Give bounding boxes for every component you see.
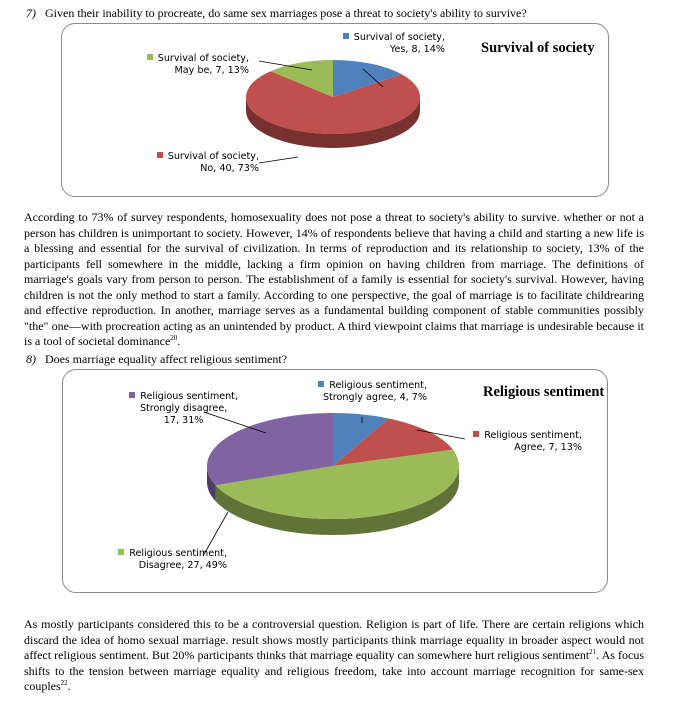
data-label-line: Survival of society, xyxy=(167,151,259,162)
data-label-maybe xyxy=(147,53,249,77)
paragraph-religion-discussion xyxy=(24,617,644,695)
question-8 xyxy=(26,352,287,367)
data-label-line: Religious sentiment, xyxy=(329,380,427,391)
chart-religious-sentiment xyxy=(62,369,608,593)
data-label-value: Agree, 7, 13% xyxy=(514,442,582,453)
data-label-value: 17, 31% xyxy=(163,415,204,426)
question-number: 7) xyxy=(26,6,36,20)
data-label-no xyxy=(157,151,259,175)
paragraph-text: As mostly participants considered this to be a controversial question. Religion is part of life. There are certain religions which discard the idea of homo sexual marriage. result shows mostly participants think marriage equality in broader aspect would not affect religious sentiment. But 20% participants thinks that marriage equality can somewhere hurt religious sentiment xyxy=(24,617,644,662)
chart-survival-of-society xyxy=(61,23,609,197)
legend-swatch xyxy=(318,381,324,387)
data-label-strongly-agree xyxy=(318,380,427,404)
legend-swatch xyxy=(118,549,124,555)
data-label-line: Survival of society, xyxy=(353,32,445,43)
question-text: Does marriage equality affect religious sentiment? xyxy=(45,352,288,366)
data-label-line: Survival of society, xyxy=(157,53,249,64)
paragraph-survival-discussion xyxy=(24,210,644,350)
footnote-ref: 21 xyxy=(589,648,597,656)
data-label-strongly-disagree xyxy=(129,391,238,427)
leader-line xyxy=(259,157,298,163)
legend-swatch xyxy=(147,54,153,60)
data-label-value: May be, 7, 13% xyxy=(174,65,249,76)
data-label-value: Yes, 8, 14% xyxy=(389,44,445,55)
chart-title: Survival of society xyxy=(481,40,595,56)
paragraph-text-continued: . As focus shifts to the tension between marriage equality and religious freedom, take into account marriage recognition for same-sex couples xyxy=(24,648,644,693)
data-label-agree xyxy=(473,430,582,454)
question-7 xyxy=(26,6,527,21)
footnote-ref: 20 xyxy=(170,334,178,342)
paragraph-end: . xyxy=(177,334,181,348)
data-label-value: Strongly disagree, xyxy=(139,403,228,414)
data-label-value: No, 40, 73% xyxy=(200,163,259,174)
paragraph-text: According to 73% of survey respondents, homosexuality does not pose a threat to society's ability to survive. whether or not a person has children is unimportant to society. However, 14% of respondents believe that having a child and starting a new life is a blessing and essential for the survival of civilization. In terms of reproduction and its relationship to society, 13% of the participants fell somewhere in the middle, lacking a firm opinion on having children from marriage. The definitions of marriage's goals vary from person to person. The establishment of a family is essential for society's survival. However, having children is not the only method to start a family. According to one perspective, the goal of marriage is to facilitate childrearing and effective reproduction. In another, marriage serves as a fundamental building component of stable communities possibly "the" one—with procreation acting as an unintended by product. A third viewpoint claims that marriage is undesirable because it is a tool of societal dominance xyxy=(24,210,644,348)
chart-title: Religious sentiment xyxy=(483,384,605,400)
legend-swatch xyxy=(157,152,163,158)
legend-swatch xyxy=(473,431,479,437)
footnote-ref: 22 xyxy=(60,679,68,687)
data-label-disagree xyxy=(118,548,227,572)
paragraph-end: . xyxy=(67,679,71,693)
data-label-line: Religious sentiment, xyxy=(484,430,582,441)
question-text: Given their inability to procreate, do same sex marriages pose a threat to society's ability to survive? xyxy=(45,6,527,20)
data-label-value: Disagree, 27, 49% xyxy=(138,560,227,571)
legend-swatch xyxy=(343,33,349,39)
legend-swatch xyxy=(129,392,135,398)
data-label-yes xyxy=(343,32,445,56)
data-label-line: Religious sentiment, xyxy=(129,548,227,559)
data-label-line: Religious sentiment, xyxy=(140,391,238,402)
question-number: 8) xyxy=(26,352,36,366)
data-label-value: Strongly agree, 4, 7% xyxy=(322,392,427,403)
